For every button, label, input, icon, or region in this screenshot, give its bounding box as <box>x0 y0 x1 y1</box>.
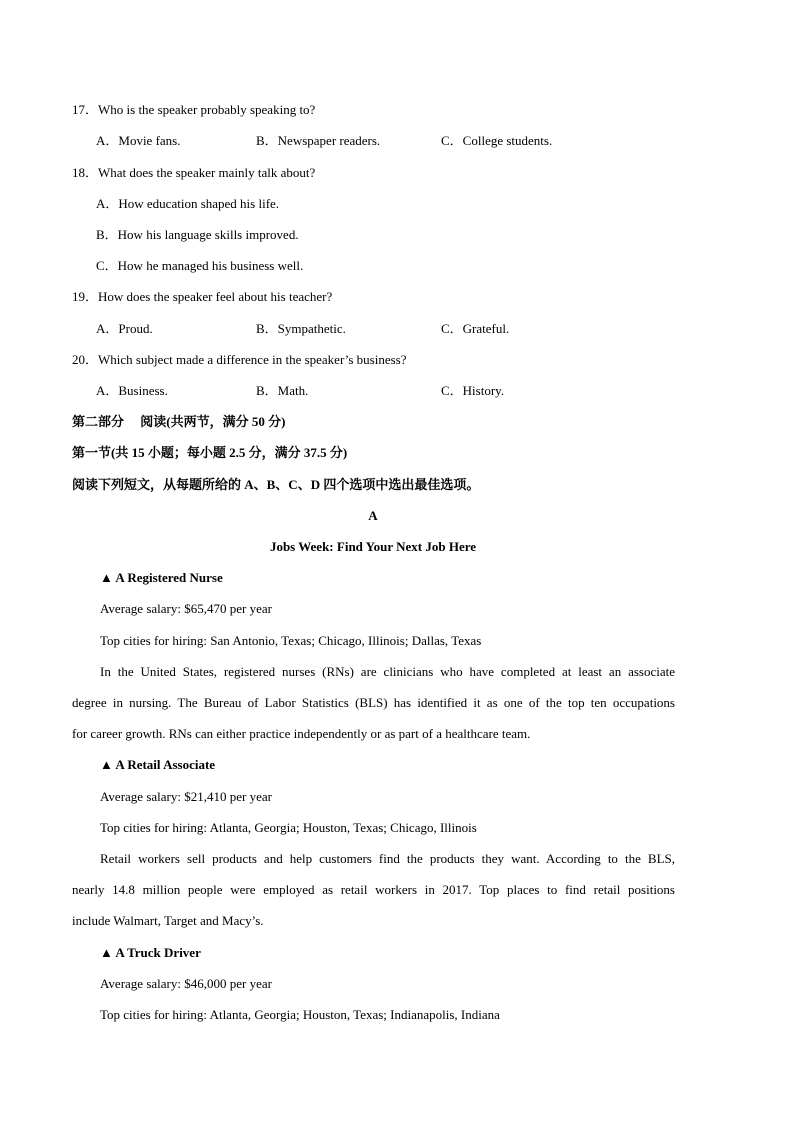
question-20-stem: 20．Which subject made a difference in the speaker’s business? <box>72 352 407 367</box>
q18-option-c: C．How he managed his business well. <box>96 258 304 273</box>
job-paragraph-line: for career growth. RNs can either practice independently or as part of a healthcare team. <box>72 726 531 741</box>
job-heading: ▲ A Registered Nurse <box>100 570 223 585</box>
q18-option-b: B．How his language skills improved. <box>96 227 299 242</box>
q20-option-a: A．Business. <box>96 383 168 398</box>
job-heading: ▲ A Truck Driver <box>100 945 201 960</box>
q17-option-a: A．Movie fans. <box>96 133 181 148</box>
job-paragraph-line: degree in nursing. The Bureau of Labor Statistics (BLS) has identified it as one of the top ten occupations <box>72 695 675 710</box>
part-title: 第二部分 阅读(共两节，满分 50 分) <box>72 414 286 429</box>
job-salary: Average salary: $46,000 per year <box>100 976 272 991</box>
q17-option-c: C．College students. <box>441 133 553 148</box>
q19-option-b: B．Sympathetic. <box>256 321 346 336</box>
q19-option-a: A．Proud. <box>96 321 153 336</box>
passage-label: A <box>368 508 378 523</box>
job-paragraph-line: Retail workers sell products and help customers find the products they want. According to the BLS, <box>100 851 675 866</box>
question-18-stem: 18．What does the speaker mainly talk about? <box>72 165 316 180</box>
reading-instruction: 阅读下列短文，从每题所给的 A、B、C、D 四个选项中选出最佳选项。 <box>72 477 480 492</box>
q20-option-b: B．Math. <box>256 383 309 398</box>
subsection-title: 第一节(共 15 小题；每小题 2.5 分，满分 37.5 分) <box>72 445 348 460</box>
q19-option-c: C．Grateful. <box>441 321 510 336</box>
job-paragraph-line: nearly 14.8 million people were employed as retail workers in 2017. Top places to find retail positions <box>72 882 675 897</box>
q17-option-b: B．Newspaper readers. <box>256 133 381 148</box>
job-cities: Top cities for hiring: San Antonio, Texas; Chicago, Illinois; Dallas, Texas <box>100 633 482 648</box>
job-heading: ▲ A Retail Associate <box>100 757 216 772</box>
job-cities: Top cities for hiring: Atlanta, Georgia; Houston, Texas; Chicago, Illinois <box>100 820 477 835</box>
job-paragraph-line: include Walmart, Target and Macy’s. <box>72 913 264 928</box>
question-19-stem: 19．How does the speaker feel about his teacher? <box>72 289 333 304</box>
passage-title: Jobs Week: Find Your Next Job Here <box>269 539 477 554</box>
q18-option-a: A．How education shaped his life. <box>96 196 280 211</box>
job-cities: Top cities for hiring: Atlanta, Georgia; Houston, Texas; Indianapolis, Indiana <box>100 1007 500 1022</box>
job-paragraph-line: In the United States, registered nurses (RNs) are clinicians who have completed at least an associate <box>100 664 675 679</box>
question-17-stem: 17．Who is the speaker probably speaking to? <box>72 102 316 117</box>
job-salary: Average salary: $65,470 per year <box>100 601 272 616</box>
job-salary: Average salary: $21,410 per year <box>100 789 272 804</box>
q20-option-c: C．History. <box>441 383 505 398</box>
